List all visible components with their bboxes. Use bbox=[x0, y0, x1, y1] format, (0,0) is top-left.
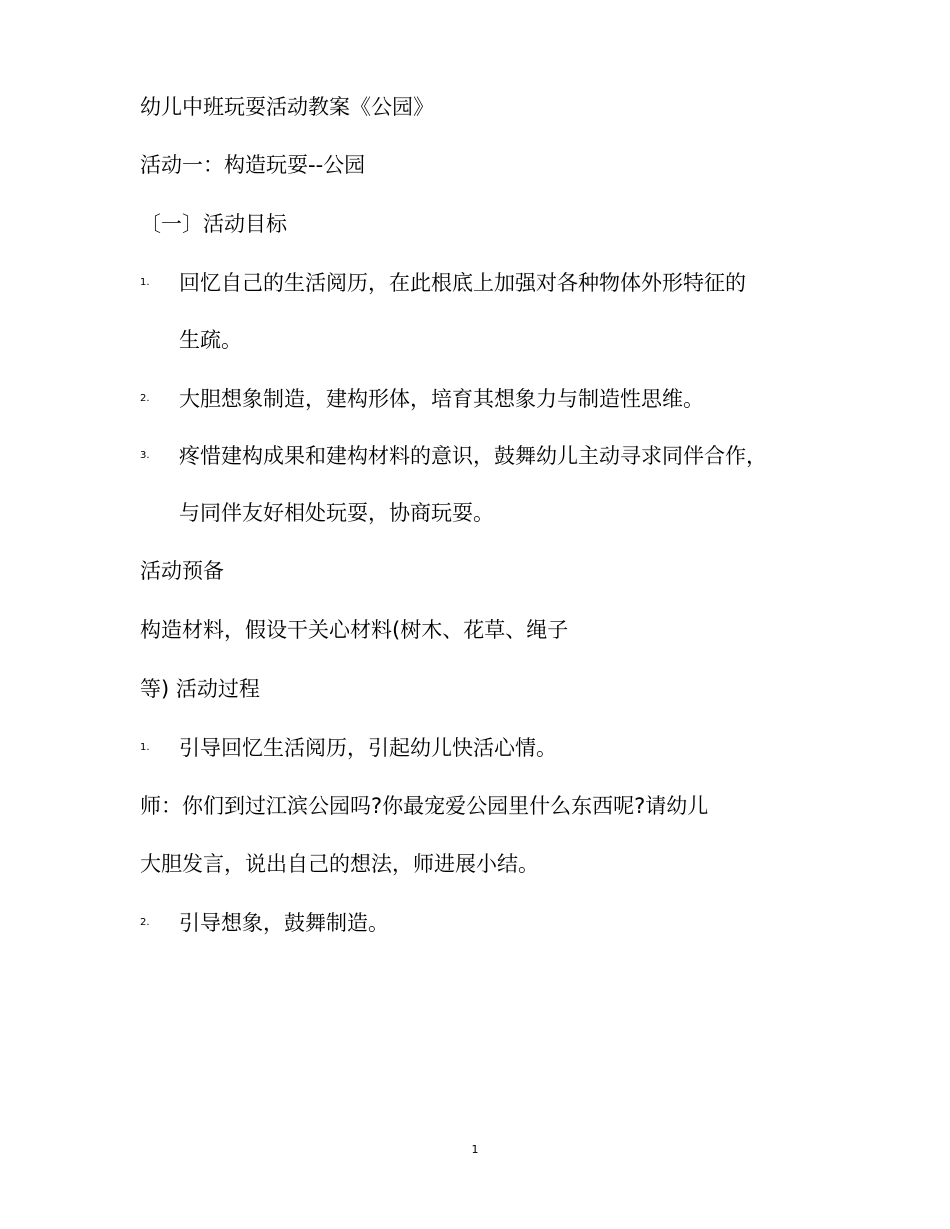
teacher-line: 大胆发言，说出自己的想法，师进展小结。 bbox=[140, 852, 539, 876]
list-number: 2. bbox=[140, 393, 150, 404]
list-text: 引导回忆生活阅历，引起幼儿快活心情。 bbox=[179, 736, 557, 760]
list-number: 1. bbox=[140, 742, 150, 753]
document-title: 幼儿中班玩耍活动教案《公园》 bbox=[140, 95, 434, 119]
list-text: 生疏。 bbox=[179, 328, 242, 352]
prep-line: 构造材料，假设干关心材料(树木、花草、绳子 bbox=[140, 618, 569, 642]
list-number: 3. bbox=[140, 450, 150, 461]
page-number: 1 bbox=[471, 1143, 479, 1156]
prep-line: 等) 活动过程 bbox=[140, 677, 260, 701]
prep-heading: 活动预备 bbox=[140, 559, 224, 583]
list-number: 1. bbox=[140, 277, 150, 288]
teacher-line: 师：你们到过江滨公园吗?你最宠爱公园里什么东西呢?请幼儿 bbox=[140, 794, 709, 818]
activity-heading: 活动一：构造玩耍--公园 bbox=[140, 153, 366, 177]
list-text: 疼惜建构成果和建构材料的意识，鼓舞幼儿主动寻求同伴合作， bbox=[179, 444, 767, 468]
list-text: 大胆想象制造，建构形体，培育其想象力与制造性思维。 bbox=[179, 387, 704, 411]
list-text: 回忆自己的生活阅历，在此根底上加强对各种物体外形特征的 bbox=[179, 271, 746, 295]
list-text: 引导想象，鼓舞制造。 bbox=[179, 911, 389, 935]
goals-heading: 〔一〕活动目标 bbox=[140, 212, 287, 236]
list-text: 与同伴友好相处玩耍，协商玩耍。 bbox=[179, 501, 494, 525]
list-number: 2. bbox=[140, 917, 150, 928]
